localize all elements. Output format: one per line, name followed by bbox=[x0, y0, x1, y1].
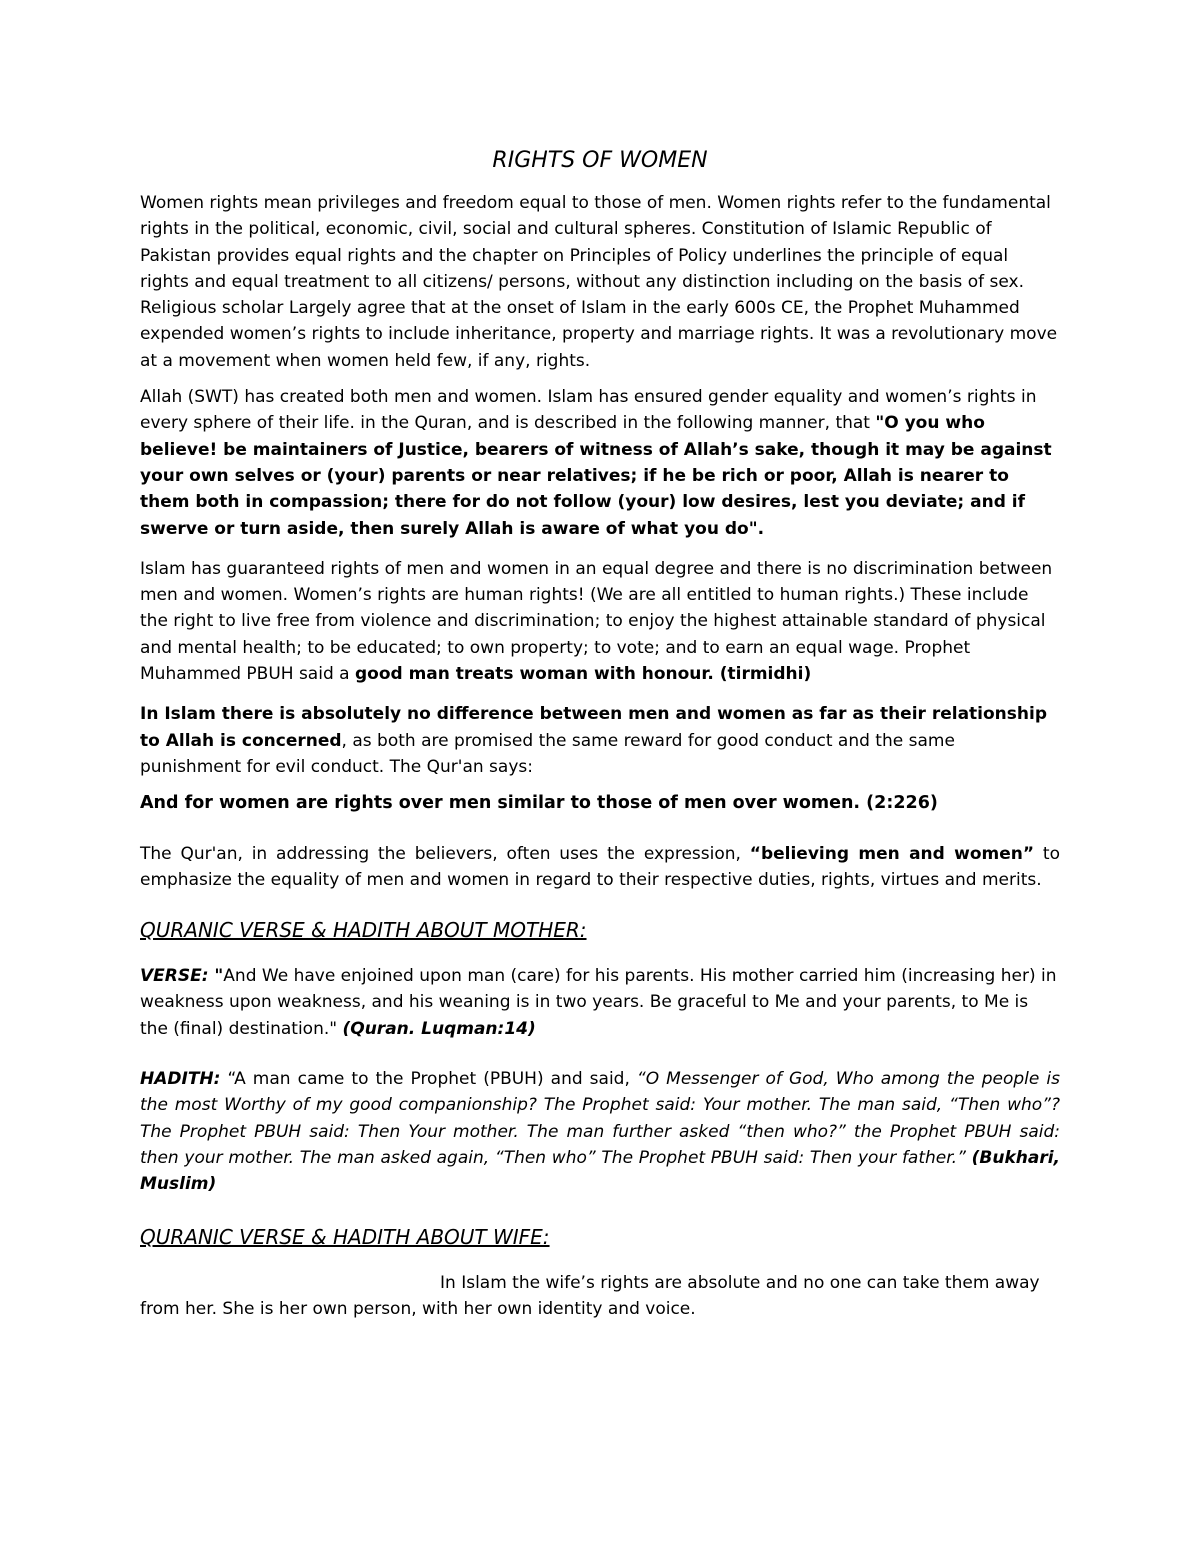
paragraph-guaranteed-text: Islam has guaranteed rights of men and women in an equal degree and there is no discrimination between men and women. Women’s rights are human rights! (We are all entitled to human rights.) These include the right to live free from violence and discrimination; to enjoy the highest attainable standard of physical and mental health; to be educated; to own property; to vote; and to earn an equal wage. Prophet Muhammed PBUH said a bbox=[140, 558, 1053, 685]
hadith-tirmidhi: good man treats woman with honour. (tirmidhi) bbox=[354, 664, 812, 685]
heading-wife: QURANIC VERSE & HADITH ABOUT WIFE: bbox=[140, 1224, 550, 1249]
hadith-intro: “A man came to the Prophet (PBUH) and said, bbox=[220, 1069, 637, 1090]
verse-label: VERSE: " bbox=[140, 966, 224, 987]
document-page bbox=[140, 140, 1060, 1332]
paragraph-believing-men-women bbox=[140, 841, 1060, 894]
hadith-italic-text: “O Messenger of God, Who among the people is the most Worthy of my good companionship? The Prophet said: Your mother. The man said, “Then who”? The Prophet PBUH said: Then Your mother. The man further asked “then who?” the Prophet PBUH said: then your mother. The man asked again, “Then who” The Prophet PBUH said: Then your father.” bbox=[140, 1069, 1060, 1168]
quran-quote-justice: "O you who believe! be maintainers of Justice, bearers of witness of Allah’s sake, though it may be against your own selves or (your) parents or near relatives; if he be rich or poor, Allah is nearer to them both in compassion; there for do not follow (your) low desires, lest you deviate; and if swerve or turn aside, then surely Allah is aware of what you do". bbox=[140, 413, 1052, 539]
paragraph-allah-intro: Allah (SWT) has created both men and women. Islam has ensured gender equality and women’s rights in every sphere of their life. in the Quran, and is described in the following manner, that bbox=[140, 387, 1037, 434]
no-difference-bold: In Islam there is absolutely no difference between men and women as far as their relationship to Allah is concerned bbox=[140, 704, 1047, 751]
paragraph-allah-created bbox=[140, 384, 1060, 542]
verse-luqman bbox=[140, 963, 1060, 1042]
paragraph-guaranteed-rights bbox=[140, 556, 1060, 687]
paragraph-definition: Women rights mean privileges and freedom equal to those of men. Women rights refer to the fundamental rights in the political, economic, civil, social and cultural spheres. Constitution of Islamic Republic of Pakistan provides equal rights and the chapter on Principles of Policy underlines the principle of equal rights and equal treatment to all citizens/ persons, without any distinction including on the basis of sex. Religious scholar Largely agree that at the onset of Islam in the early 600s CE, the Prophet Muhammed expended women’s rights to include inheritance, property and marriage rights. It was a revolutionary move at a movement when women held few, if any, rights. bbox=[140, 193, 1058, 371]
paragraph-wife-rights: In Islam the wife’s rights are absolute and no one can take them away from her. She is her own person, with her own identity and voice. bbox=[140, 1272, 1040, 1319]
hadith-ref: (Bukhari, Muslim) bbox=[140, 1147, 1060, 1195]
paragraph-no-difference bbox=[140, 701, 1060, 780]
believers-pre: The Qur'an, in addressing the believers, often uses the expression, bbox=[140, 843, 750, 864]
heading-mother: QURANIC VERSE & HADITH ABOUT MOTHER: bbox=[140, 918, 587, 943]
verse-2-226: And for women are rights over men similar to those of men over women. (2:226) bbox=[140, 793, 938, 814]
hadith-label: HADITH: bbox=[140, 1069, 221, 1090]
verse-luqman-ref: (Quran. Luqman:14) bbox=[342, 1018, 536, 1039]
hadith-mother bbox=[140, 1066, 1060, 1197]
believers-post: to emphasize the equality of men and women in regard to their respective duties, rights, virtues and merits. bbox=[140, 843, 1060, 890]
verse-luqman-text: And We have enjoined upon man (care) for his parents. His mother carried him (increasing her) in weakness upon weakness, and his weaning is in two years. Be graceful to Me and your parents, to Me is the (final) destination." bbox=[140, 966, 1057, 1039]
believing-men-women-bold: “believing men and women” bbox=[749, 843, 1035, 864]
document-title: RIGHTS OF WOMEN bbox=[492, 148, 708, 173]
no-difference-text: , as both are promised the same reward for good conduct and the same punishment for evil conduct. The Qur'an says: bbox=[140, 730, 955, 777]
